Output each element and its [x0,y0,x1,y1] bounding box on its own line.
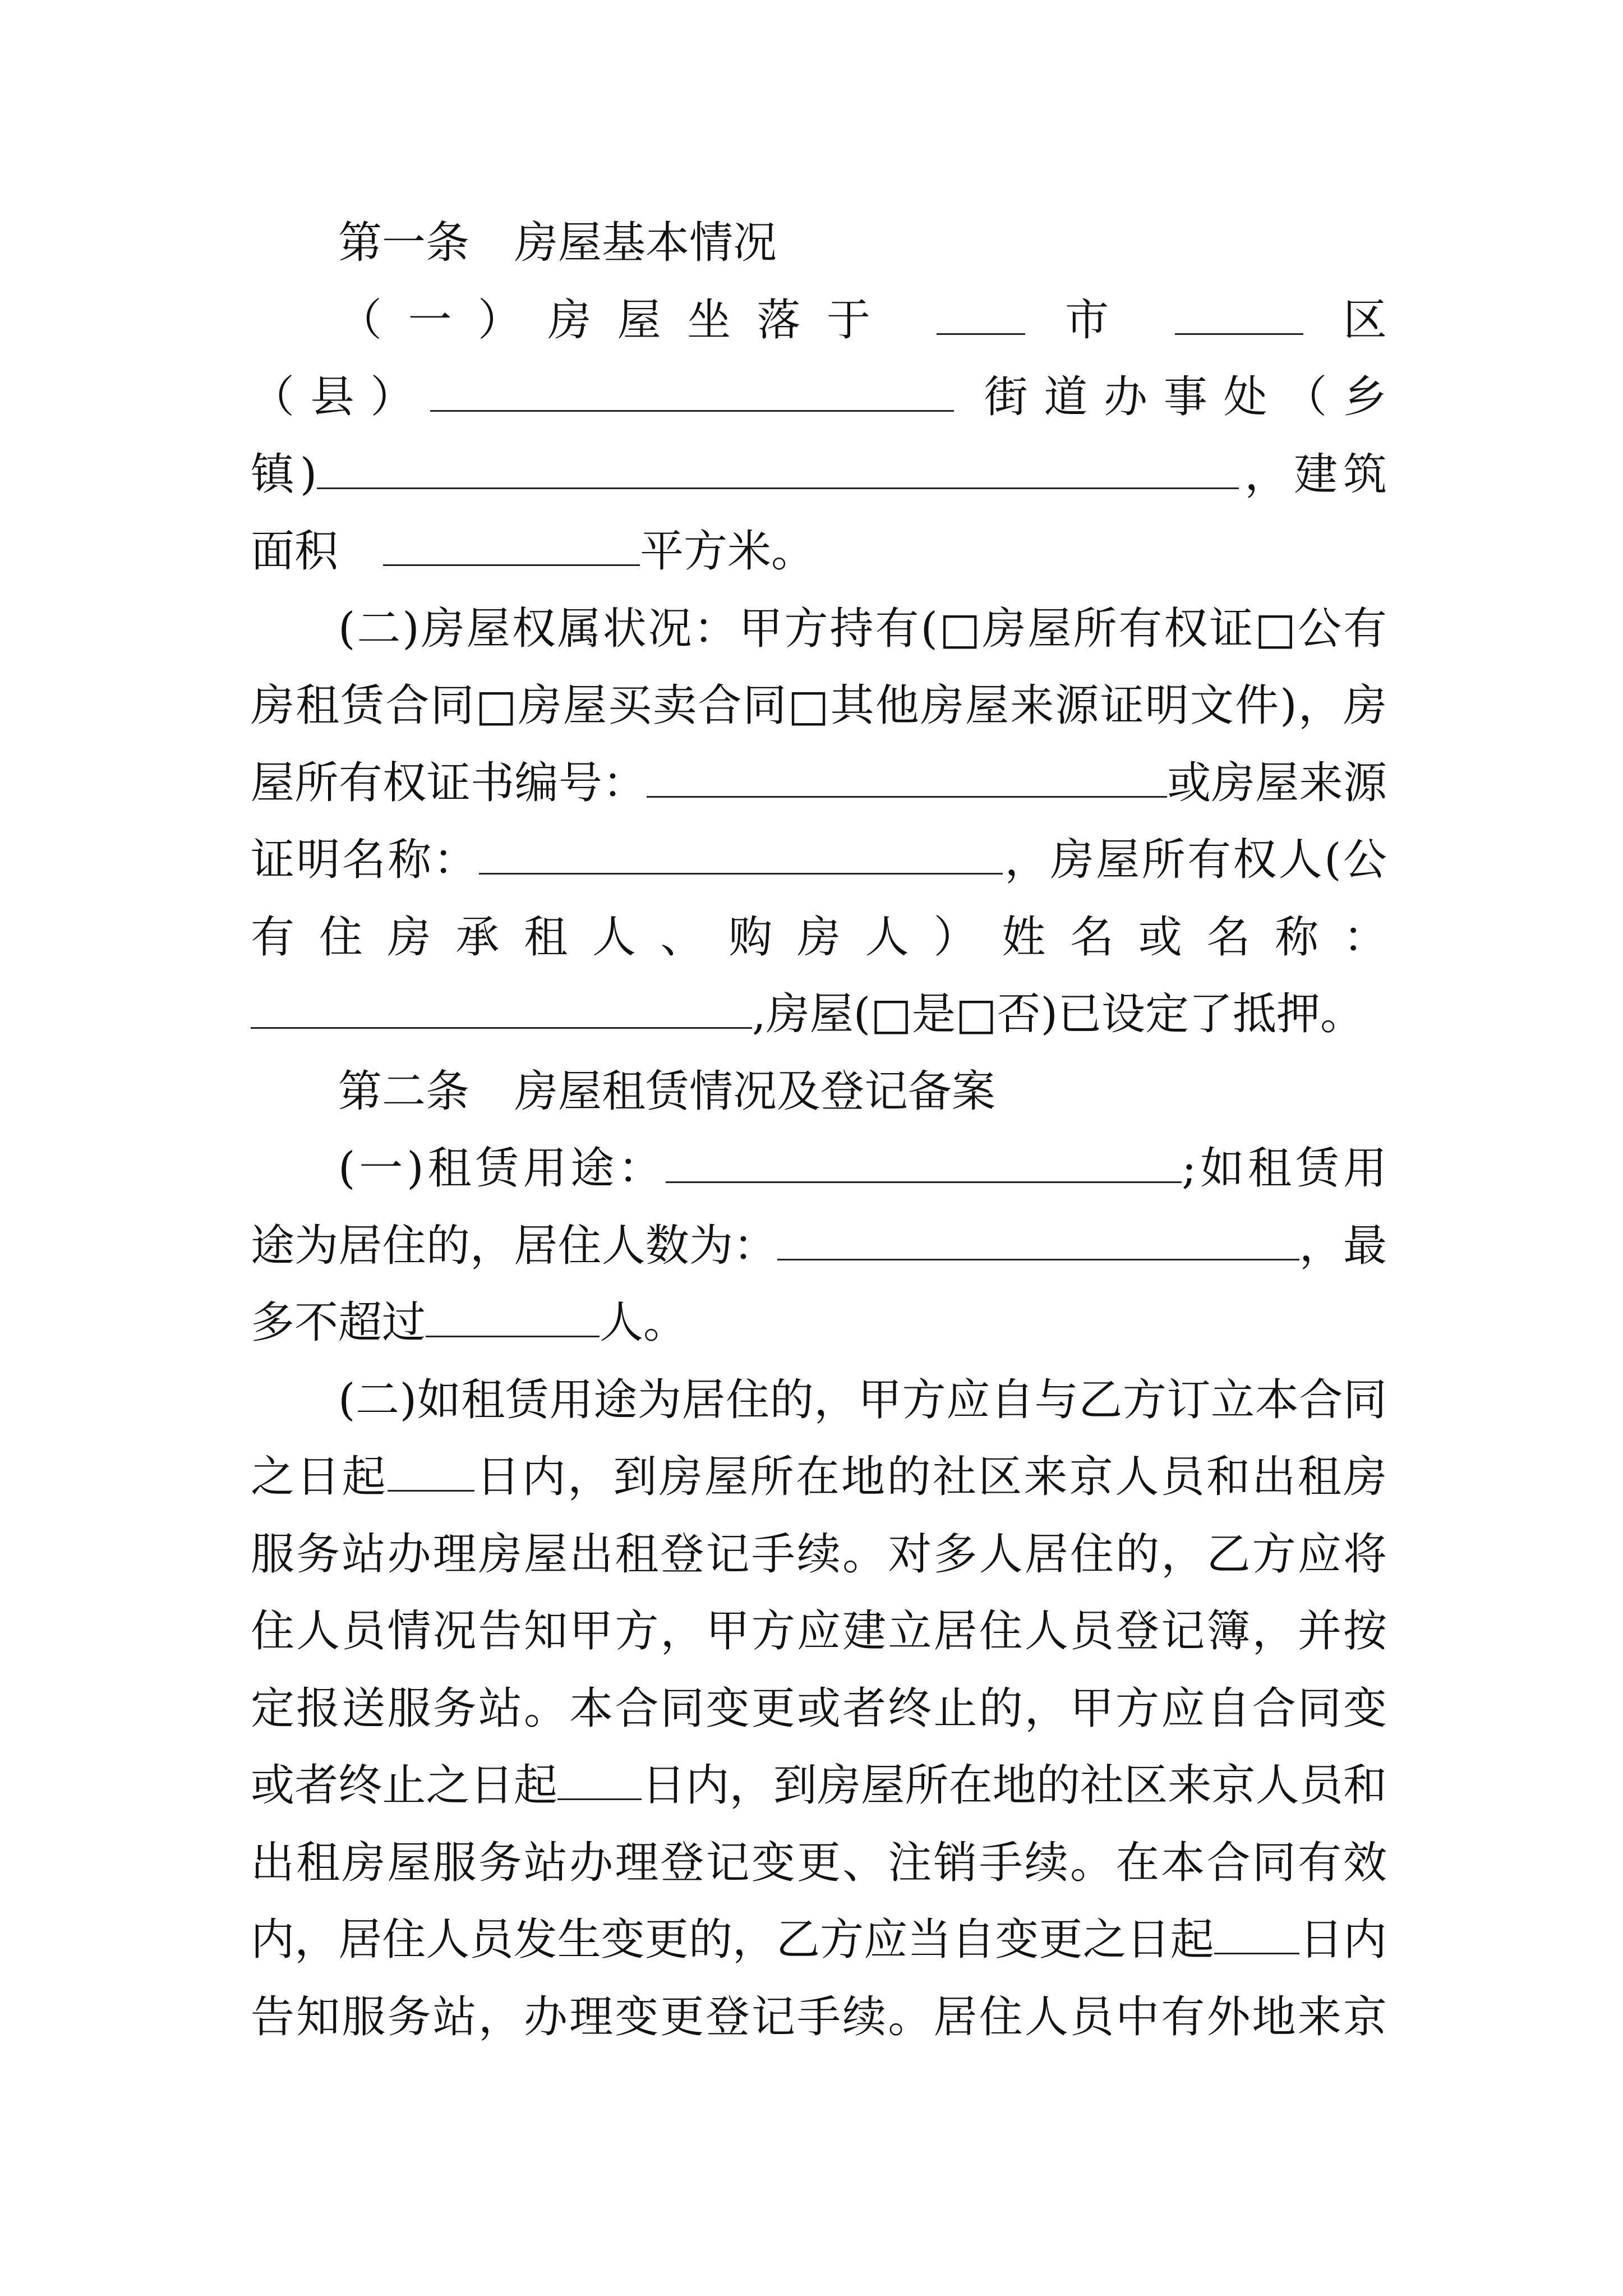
blank-field [383,531,640,566]
text: 或房屋来源 [1166,758,1387,808]
text: 人。 [600,1297,688,1348]
article-number: 第二条 [338,1066,470,1117]
text: 日内，到房屋所在地的社区来京人员和出租房 [474,1452,1387,1502]
text: 内，居住人员发生变更的，乙方应当自变更之日起 [251,1915,1214,1965]
paragraph-line: 住人员情况告知甲方，甲方应建立居住人员登记簿，并按 [251,1606,1387,1657]
paragraph-line [251,282,1387,359]
blank-field [426,1302,600,1337]
blank-field [479,839,1003,875]
text: ，房屋所有权人(公 [1002,835,1387,885]
blank-field [666,1148,1182,1183]
text: 区 [1343,295,1387,346]
text: 屋所有权证书编号： [251,758,647,808]
text: ;如租赁用 [1182,1143,1387,1194]
paragraph-line: 有住房承租人、购房人）姓名或名称： [251,912,1387,963]
paragraph-line [251,513,1387,590]
paragraph-line [251,436,1387,513]
text: ，最 [1299,1221,1387,1271]
blank-field [1214,1919,1299,1954]
text: 街道办事处（乡 [984,372,1387,422]
blank-field [388,1456,474,1492]
paragraph-line [251,1439,1387,1516]
paragraph-line [251,1130,1387,1207]
paragraph-line: 出租房屋服务站办理登记变更、注销手续。在本合同有效 [251,1838,1387,1888]
text: （一）房屋坐落于 [338,295,897,346]
blank-field [557,1765,642,1800]
paragraph-line [251,1208,1387,1285]
text: 之日起 [251,1452,388,1502]
paragraph-line: (二)房屋权属状况：甲方持有(□房屋所有权证□公有 [338,604,1387,654]
paragraph-line [251,1902,1387,1978]
article-1-heading [251,205,1387,282]
text: 市 [1065,295,1135,346]
paragraph-line [251,822,1387,899]
paragraph-line: (二)如租赁用途为居住的，甲方应自与乙方订立本合同 [338,1375,1387,1425]
text: （县） [251,372,431,422]
article-number: 第一条 [338,218,470,268]
blank-field [430,376,954,412]
blank-field [317,454,1239,489]
text: 镇) [251,449,317,500]
blank-field [647,762,1167,798]
article-title: 房屋基本情况 [514,218,777,268]
blank-field [777,1225,1299,1260]
blank-field [937,300,1025,335]
paragraph-line [251,976,1387,1053]
text: ，建筑 [1239,449,1387,500]
blank-field [251,993,752,1029]
paragraph-line [251,1747,1387,1824]
paragraph-line [251,745,1387,822]
blank-field [1175,300,1303,335]
text: 平方米。 [640,526,815,577]
text: 多不超过 [251,1297,426,1348]
article-title: 房屋租赁情况及登记备案 [514,1066,996,1117]
paragraph-line [251,359,1387,436]
paragraph-line: 房租赁合同□房屋买卖合同□其他房屋来源证明文件)，房 [251,680,1387,731]
article-2-heading [251,1053,1387,1130]
text: 证明名称： [251,835,479,885]
text: 或者终止之日起 [251,1760,558,1811]
text: 日内 [1299,1915,1387,1965]
text: 面积 [251,526,339,577]
paragraph-line: 告知服务站，办理变更登记手续。居住人员中有外地来京 [251,1992,1387,2042]
text: 日内，到房屋所在地的社区来京人员和 [642,1760,1387,1811]
text: (一)租赁用途： [338,1143,666,1194]
paragraph-line [251,1285,1387,1361]
text: 途为居住的，居住人数为： [251,1221,777,1271]
paragraph-line: 定报送服务站。本合同变更或者终止的，甲方应自合同变 [251,1683,1387,1734]
paragraph-line: 服务站办理房屋出租登记手续。对多人居住的，乙方应将 [251,1529,1387,1580]
text: ,房屋(□是□否)已设定了抵押。 [752,989,1364,1039]
